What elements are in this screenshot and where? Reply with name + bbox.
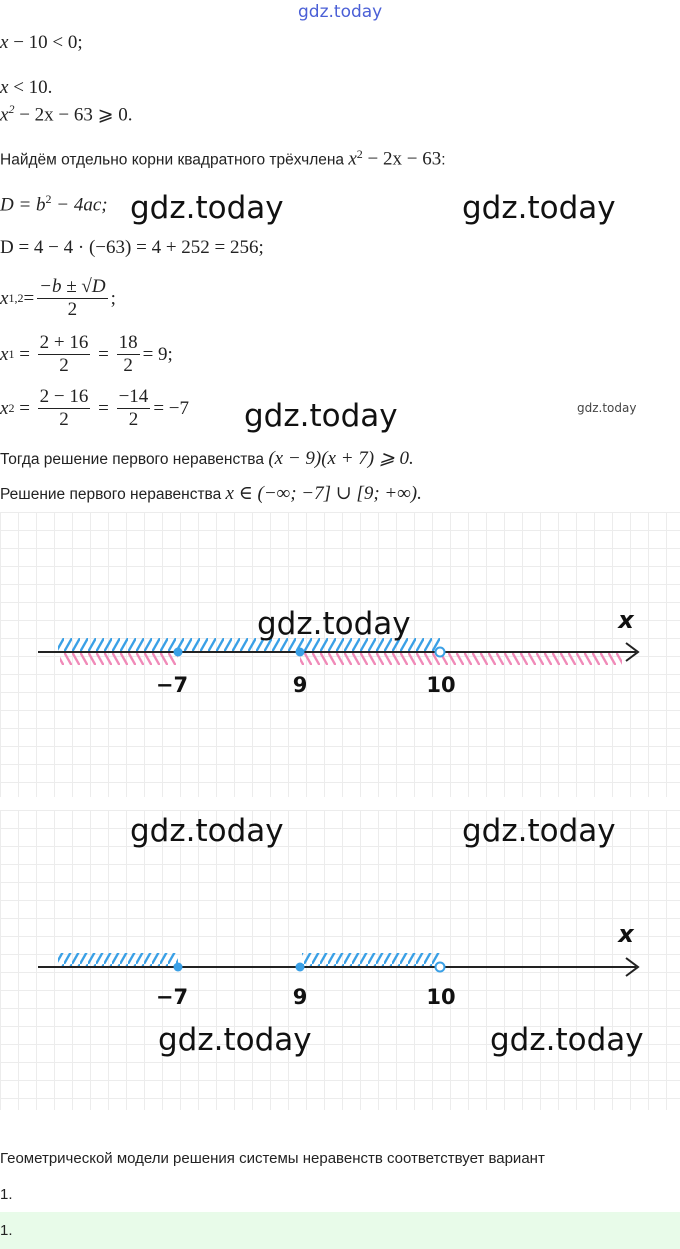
watermark-6: gdz.today — [462, 813, 616, 849]
option-1[interactable]: 1. — [0, 1186, 13, 1203]
denominator: 2 — [67, 299, 78, 320]
end: ; — [110, 287, 116, 309]
expr: − 4ac; — [51, 194, 108, 216]
var: x — [0, 77, 9, 98]
intro-text: Найдём отдельно корни квадратного трёхчлена — [0, 151, 349, 169]
watermark-8: gdz.today — [490, 1022, 644, 1058]
sub: 1 — [8, 347, 15, 361]
expr: < 10. — [8, 77, 53, 98]
number-line-panel-2 — [0, 810, 680, 1110]
eq: = — [93, 343, 114, 365]
sub: 1,2 — [8, 291, 24, 305]
pink-hatch-left — [60, 653, 178, 665]
watermark-1: gdz.today — [130, 190, 284, 226]
roots-formula — [0, 276, 116, 321]
intro-math-rest: − 2x − 63 — [362, 148, 442, 170]
end: = 9; — [142, 343, 173, 365]
watermark-small: gdz.today — [577, 401, 637, 415]
var: x — [0, 104, 9, 126]
pink-hatch-right — [300, 653, 622, 665]
root-x2 — [0, 386, 189, 431]
answer-highlight — [0, 1212, 680, 1249]
numerator: −b ± √D — [39, 276, 106, 297]
then-line — [0, 447, 414, 470]
number-line-2 — [0, 810, 680, 1110]
blue-hatch-left — [58, 953, 178, 966]
then-text: Тогда решение первого неравенства — [0, 451, 269, 468]
answer-label: 1. — [0, 1222, 13, 1239]
point-minus-7 — [174, 963, 183, 972]
point-9 — [296, 648, 305, 657]
x1-fraction-2 — [117, 332, 140, 377]
number-line-1 — [0, 512, 680, 797]
axis-label-x: x — [618, 606, 634, 634]
denominator: 2 — [59, 409, 69, 430]
sup: 2 — [45, 192, 52, 206]
intro-line — [0, 147, 446, 170]
point-9 — [296, 963, 305, 972]
var: x — [0, 343, 9, 365]
point-10-open — [436, 963, 445, 972]
x2-fraction-1 — [38, 386, 91, 431]
then-math: (x − 9)(x + 7) ⩾ 0. — [268, 448, 414, 469]
var: x — [0, 397, 9, 419]
numerator: 18 — [118, 332, 138, 353]
eq: = — [23, 287, 35, 309]
tick-label-minus-7: −7 — [155, 673, 189, 697]
x1-fraction-1 — [38, 332, 91, 377]
watermark-5: gdz.today — [130, 813, 284, 849]
eq: = — [93, 397, 114, 419]
inequality-line-1 — [0, 32, 83, 54]
question-text: Геометрической модели решения системы неравенств соответствует вариант — [0, 1150, 545, 1167]
sup: 2 — [356, 147, 363, 161]
point-minus-7 — [174, 648, 183, 657]
blue-hatch-middle — [302, 953, 440, 966]
solution-line — [0, 482, 422, 505]
intro-math: x — [348, 148, 357, 170]
tick-label-10: 10 — [426, 673, 456, 697]
denominator: 2 — [123, 355, 133, 376]
numerator: 2 + 16 — [39, 332, 89, 353]
expr: D = b — [0, 194, 46, 216]
solution-math: x ∈ (−∞; −7] ∪ [9; +∞). — [225, 483, 422, 504]
watermark-3: gdz.today — [244, 398, 398, 434]
inequality-line-2 — [0, 77, 52, 99]
solution-text: Решение первого неравенства — [0, 486, 226, 503]
sup: 2 — [8, 102, 15, 116]
expr: − 10 < 0; — [8, 32, 83, 53]
end: = −7 — [153, 397, 189, 419]
var: x — [0, 287, 9, 309]
number-line-panel-1 — [0, 512, 680, 797]
tick-label-minus-7: −7 — [155, 985, 189, 1009]
discriminant-value: D = 4 − 4 · (−63) = 4 + 252 = 256; — [0, 237, 264, 258]
discriminant-formula — [0, 192, 108, 216]
axis-label-x: x — [618, 920, 634, 948]
x2-fraction-2 — [117, 386, 151, 431]
colon: : — [441, 151, 446, 169]
eq: = — [14, 343, 35, 365]
watermark-4: gdz.today — [257, 606, 411, 642]
tick-label-9: 9 — [292, 985, 308, 1009]
tick-label-10: 10 — [426, 985, 456, 1009]
roots-fraction — [37, 276, 107, 321]
inequality-line-3 — [0, 102, 133, 126]
denominator: 2 — [59, 355, 69, 376]
tick-label-9: 9 — [292, 673, 308, 697]
numerator: −14 — [118, 386, 149, 407]
watermark-top: gdz.today — [298, 2, 383, 22]
watermark-7: gdz.today — [158, 1022, 312, 1058]
denominator: 2 — [128, 409, 139, 430]
eq: = — [14, 397, 35, 419]
point-10-open — [436, 648, 445, 657]
var: x — [0, 32, 9, 53]
sub: 2 — [8, 401, 15, 415]
expr: − 2x − 63 ⩾ 0. — [14, 104, 133, 126]
numerator: 2 − 16 — [39, 386, 89, 407]
watermark-2: gdz.today — [462, 190, 616, 226]
root-x1 — [0, 332, 173, 377]
